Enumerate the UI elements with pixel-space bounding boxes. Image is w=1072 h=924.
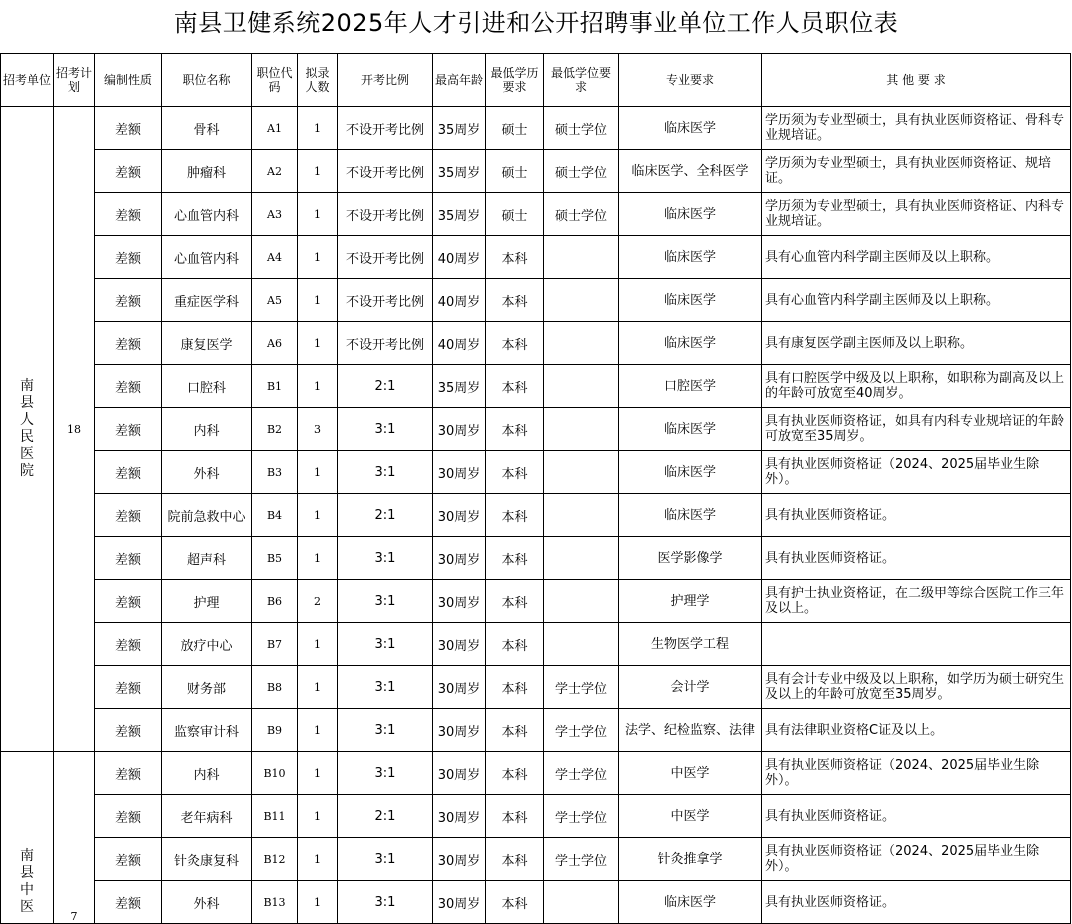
header-nature: 编制性质 (95, 54, 162, 107)
cell-count: 1 (298, 279, 338, 322)
cell-major: 临床医学 (619, 881, 762, 924)
cell-position: 超声科 (162, 537, 252, 580)
cell-code: B4 (252, 494, 298, 537)
cell-age: 40周岁 (433, 279, 486, 322)
cell-other: 具有执业医师资格证。 (762, 537, 1071, 580)
cell-nature: 差额 (95, 881, 162, 924)
cell-age: 30周岁 (433, 494, 486, 537)
table-body (1, 107, 1071, 924)
cell-count: 3 (298, 408, 338, 451)
cell-ratio: 不设开考比例 (338, 150, 433, 193)
cell-major: 法学、纪检监察、法律 (619, 709, 762, 752)
cell-count: 1 (298, 322, 338, 365)
table-row (1, 838, 1071, 881)
table-row (1, 408, 1071, 451)
cell-major: 临床医学 (619, 236, 762, 279)
cell-position: 心血管内科 (162, 236, 252, 279)
cell-ratio: 2:1 (338, 795, 433, 838)
cell-age: 30周岁 (433, 580, 486, 623)
cell-nature: 差额 (95, 838, 162, 881)
cell-age: 30周岁 (433, 537, 486, 580)
cell-code: B6 (252, 580, 298, 623)
cell-position: 护理 (162, 580, 252, 623)
cell-nature: 差额 (95, 150, 162, 193)
header-plan: 招考计划 (54, 54, 95, 107)
cell-major: 会计学 (619, 666, 762, 709)
table-row (1, 236, 1071, 279)
cell-age: 30周岁 (433, 795, 486, 838)
cell-degree (544, 580, 619, 623)
cell-edu: 本科 (486, 408, 544, 451)
cell-unit (1, 752, 54, 924)
header-degree: 最低学位要求 (544, 54, 619, 107)
cell-position: 针灸康复科 (162, 838, 252, 881)
cell-other: 具有执业医师资格证（2024、2025届毕业生除外）。 (762, 752, 1071, 795)
cell-code: A4 (252, 236, 298, 279)
cell-edu: 本科 (486, 795, 544, 838)
cell-code: B8 (252, 666, 298, 709)
cell-edu: 本科 (486, 279, 544, 322)
unit-name: 南县中医 (20, 848, 34, 915)
cell-other: 具有执业医师资格证，如具有内科专业规培证的年龄可放宽至35周岁。 (762, 408, 1071, 451)
cell-major: 临床医学 (619, 193, 762, 236)
cell-edu: 本科 (486, 451, 544, 494)
cell-ratio: 3:1 (338, 752, 433, 795)
cell-code: A3 (252, 193, 298, 236)
cell-ratio: 3:1 (338, 838, 433, 881)
cell-position: 口腔科 (162, 365, 252, 408)
cell-major: 生物医学工程 (619, 623, 762, 666)
cell-other: 具有心血管内科学副主医师及以上职称。 (762, 279, 1071, 322)
cell-position: 肿瘤科 (162, 150, 252, 193)
cell-other: 具有执业医师资格证。 (762, 795, 1071, 838)
cell-edu: 本科 (486, 709, 544, 752)
cell-degree (544, 365, 619, 408)
cell-nature: 差额 (95, 236, 162, 279)
header-other: 其 他 要 求 (762, 54, 1071, 107)
cell-count: 1 (298, 236, 338, 279)
cell-degree: 学士学位 (544, 666, 619, 709)
cell-other: 具有执业医师资格证。 (762, 494, 1071, 537)
cell-ratio: 不设开考比例 (338, 279, 433, 322)
cell-nature: 差额 (95, 365, 162, 408)
cell-count: 1 (298, 795, 338, 838)
cell-edu: 本科 (486, 365, 544, 408)
cell-code: A5 (252, 279, 298, 322)
cell-position: 放疗中心 (162, 623, 252, 666)
cell-other: 具有护士执业资格证，在二级甲等综合医院工作三年及以上。 (762, 580, 1071, 623)
cell-edu: 硕士 (486, 107, 544, 150)
cell-code: B13 (252, 881, 298, 924)
cell-age: 30周岁 (433, 408, 486, 451)
cell-position: 骨科 (162, 107, 252, 150)
table-row (1, 666, 1071, 709)
cell-nature: 差额 (95, 666, 162, 709)
table-row (1, 107, 1071, 150)
cell-position: 监察审计科 (162, 709, 252, 752)
cell-ratio: 3:1 (338, 451, 433, 494)
cell-edu: 本科 (486, 580, 544, 623)
cell-ratio: 3:1 (338, 537, 433, 580)
cell-edu: 本科 (486, 623, 544, 666)
cell-edu: 本科 (486, 666, 544, 709)
cell-age: 30周岁 (433, 838, 486, 881)
cell-ratio: 2:1 (338, 494, 433, 537)
cell-degree: 学士学位 (544, 838, 619, 881)
cell-code: B5 (252, 537, 298, 580)
header-position: 职位名称 (162, 54, 252, 107)
cell-age: 30周岁 (433, 666, 486, 709)
cell-degree (544, 451, 619, 494)
cell-nature: 差额 (95, 752, 162, 795)
cell-degree: 硕士学位 (544, 193, 619, 236)
cell-ratio: 3:1 (338, 408, 433, 451)
cell-major: 临床医学 (619, 279, 762, 322)
table-row (1, 752, 1071, 795)
cell-major: 中医学 (619, 752, 762, 795)
cell-degree: 学士学位 (544, 795, 619, 838)
cell-degree: 硕士学位 (544, 150, 619, 193)
cell-position: 院前急救中心 (162, 494, 252, 537)
page-title: 南县卫健系统2025年人才引进和公开招聘事业单位工作人员职位表 (173, 9, 899, 37)
cell-other: 具有执业医师资格证（2024、2025届毕业生除外）。 (762, 838, 1071, 881)
cell-plan: 7 (54, 752, 95, 924)
cell-edu: 本科 (486, 881, 544, 924)
cell-code: A2 (252, 150, 298, 193)
cell-ratio: 3:1 (338, 580, 433, 623)
cell-major: 医学影像学 (619, 537, 762, 580)
cell-major: 中医学 (619, 795, 762, 838)
cell-other (762, 623, 1071, 666)
cell-age: 30周岁 (433, 752, 486, 795)
cell-degree (544, 881, 619, 924)
table-row (1, 451, 1071, 494)
cell-other: 具有执业医师资格证。 (762, 881, 1071, 924)
cell-age: 35周岁 (433, 193, 486, 236)
table-row (1, 623, 1071, 666)
cell-degree (544, 537, 619, 580)
cell-major: 临床医学、全科医学 (619, 150, 762, 193)
cell-count: 1 (298, 193, 338, 236)
cell-nature: 差额 (95, 322, 162, 365)
cell-major: 临床医学 (619, 494, 762, 537)
table-row (1, 150, 1071, 193)
cell-age: 30周岁 (433, 451, 486, 494)
cell-major: 护理学 (619, 580, 762, 623)
table-row (1, 193, 1071, 236)
cell-position: 康复医学 (162, 322, 252, 365)
header-unit: 招考单位 (1, 54, 54, 107)
cell-ratio: 3:1 (338, 623, 433, 666)
cell-edu: 硕士 (486, 193, 544, 236)
header-count: 拟录人数 (298, 54, 338, 107)
cell-nature: 差额 (95, 408, 162, 451)
cell-ratio: 2:1 (338, 365, 433, 408)
cell-edu: 硕士 (486, 150, 544, 193)
cell-major: 临床医学 (619, 322, 762, 365)
cell-ratio: 不设开考比例 (338, 236, 433, 279)
cell-count: 1 (298, 881, 338, 924)
cell-nature: 差额 (95, 279, 162, 322)
cell-nature: 差额 (95, 107, 162, 150)
cell-age: 40周岁 (433, 322, 486, 365)
cell-code: B10 (252, 752, 298, 795)
cell-nature: 差额 (95, 451, 162, 494)
cell-ratio: 3:1 (338, 666, 433, 709)
cell-major: 口腔医学 (619, 365, 762, 408)
cell-edu: 本科 (486, 236, 544, 279)
header-code: 职位代码 (252, 54, 298, 107)
cell-nature: 差额 (95, 623, 162, 666)
table-row (1, 537, 1071, 580)
cell-nature: 差额 (95, 193, 162, 236)
table-row (1, 881, 1071, 924)
cell-degree (544, 322, 619, 365)
cell-degree: 学士学位 (544, 752, 619, 795)
cell-other: 具有心血管内科学副主医师及以上职称。 (762, 236, 1071, 279)
cell-code: B2 (252, 408, 298, 451)
cell-age: 30周岁 (433, 623, 486, 666)
cell-ratio: 3:1 (338, 881, 433, 924)
cell-edu: 本科 (486, 838, 544, 881)
cell-ratio: 不设开考比例 (338, 322, 433, 365)
cell-nature: 差额 (95, 494, 162, 537)
cell-ratio: 不设开考比例 (338, 193, 433, 236)
cell-other: 具有会计专业中级及以上职称，如学历为硕士研究生及以上的年龄可放宽至35周岁。 (762, 666, 1071, 709)
cell-degree (544, 408, 619, 451)
cell-degree (544, 236, 619, 279)
cell-code: B9 (252, 709, 298, 752)
header-age: 最高年龄 (433, 54, 486, 107)
cell-position: 老年病科 (162, 795, 252, 838)
cell-other: 具有康复医学副主医师及以上职称。 (762, 322, 1071, 365)
cell-other: 学历须为专业型硕士，具有执业医师资格证、内科专业规培证。 (762, 193, 1071, 236)
cell-degree: 学士学位 (544, 709, 619, 752)
cell-count: 1 (298, 365, 338, 408)
cell-code: A1 (252, 107, 298, 150)
cell-count: 1 (298, 838, 338, 881)
cell-count: 1 (298, 451, 338, 494)
cell-code: B1 (252, 365, 298, 408)
table-row (1, 795, 1071, 838)
cell-code: A6 (252, 322, 298, 365)
cell-age: 35周岁 (433, 107, 486, 150)
cell-edu: 本科 (486, 537, 544, 580)
cell-degree (544, 279, 619, 322)
cell-ratio: 3:1 (338, 709, 433, 752)
cell-edu: 本科 (486, 494, 544, 537)
cell-age: 30周岁 (433, 709, 486, 752)
cell-position: 心血管内科 (162, 193, 252, 236)
header-ratio: 开考比例 (338, 54, 433, 107)
cell-major: 临床医学 (619, 408, 762, 451)
cell-ratio: 不设开考比例 (338, 107, 433, 150)
cell-count: 1 (298, 494, 338, 537)
cell-nature: 差额 (95, 709, 162, 752)
table-row (1, 580, 1071, 623)
table-row (1, 279, 1071, 322)
cell-degree (544, 494, 619, 537)
cell-position: 外科 (162, 451, 252, 494)
cell-count: 1 (298, 537, 338, 580)
table-row (1, 365, 1071, 408)
cell-count: 1 (298, 752, 338, 795)
cell-degree: 硕士学位 (544, 107, 619, 150)
cell-edu: 本科 (486, 322, 544, 365)
cell-code: B11 (252, 795, 298, 838)
table-row (1, 322, 1071, 365)
cell-count: 2 (298, 580, 338, 623)
cell-edu: 本科 (486, 752, 544, 795)
cell-unit (1, 107, 54, 752)
table-row (1, 709, 1071, 752)
cell-code: B7 (252, 623, 298, 666)
cell-count: 1 (298, 107, 338, 150)
cell-position: 内科 (162, 408, 252, 451)
cell-age: 40周岁 (433, 236, 486, 279)
cell-major: 临床医学 (619, 451, 762, 494)
cell-major: 针灸推拿学 (619, 838, 762, 881)
cell-position: 重症医学科 (162, 279, 252, 322)
header-major: 专业要求 (619, 54, 762, 107)
cell-nature: 差额 (95, 537, 162, 580)
cell-count: 1 (298, 623, 338, 666)
cell-other: 具有执业医师资格证（2024、2025届毕业生除外）。 (762, 451, 1071, 494)
cell-plan: 18 (54, 107, 95, 752)
cell-age: 35周岁 (433, 150, 486, 193)
cell-code: B12 (252, 838, 298, 881)
unit-name: 南县人民医院 (20, 378, 34, 479)
positions-table (0, 53, 1071, 924)
cell-nature: 差额 (95, 580, 162, 623)
cell-other: 学历须为专业型硕士，具有执业医师资格证、骨科专业规培证。 (762, 107, 1071, 150)
cell-position: 外科 (162, 881, 252, 924)
cell-code: B3 (252, 451, 298, 494)
cell-other: 具有口腔医学中级及以上职称，如职称为副高及以上的年龄可放宽至40周岁。 (762, 365, 1071, 408)
cell-other: 具有法律职业资格C证及以上。 (762, 709, 1071, 752)
cell-other: 学历须为专业型硕士，具有执业医师资格证、规培证。 (762, 150, 1071, 193)
cell-position: 内科 (162, 752, 252, 795)
cell-age: 35周岁 (433, 365, 486, 408)
cell-degree (544, 623, 619, 666)
cell-age: 30周岁 (433, 881, 486, 924)
cell-position: 财务部 (162, 666, 252, 709)
cell-count: 1 (298, 709, 338, 752)
cell-major: 临床医学 (619, 107, 762, 150)
cell-nature: 差额 (95, 795, 162, 838)
table-row (1, 494, 1071, 537)
cell-count: 1 (298, 666, 338, 709)
header-edu: 最低学历要求 (486, 54, 544, 107)
header-row (1, 54, 1071, 107)
cell-count: 1 (298, 150, 338, 193)
